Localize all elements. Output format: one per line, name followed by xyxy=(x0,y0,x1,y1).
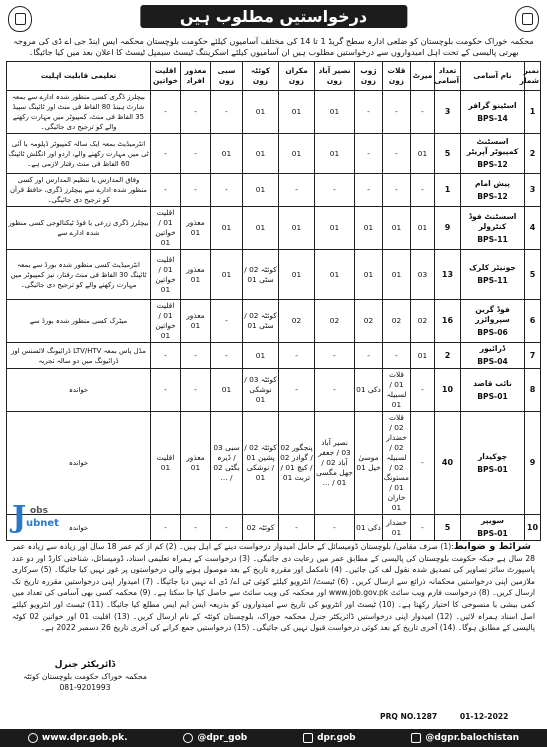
post-name: فوڈ گرین سپروائزر xyxy=(475,304,510,324)
watermark-text-1: obs xyxy=(30,506,48,516)
col-total: تعداد آسامی xyxy=(435,62,461,91)
cell-makran: - xyxy=(279,369,315,412)
cell-disabled: - xyxy=(181,91,211,134)
cell-post xyxy=(461,300,525,343)
prq-number: PRQ NO.1287 xyxy=(380,712,438,721)
instagram-icon xyxy=(303,733,313,743)
cell-kalat: - xyxy=(383,174,411,207)
cell-makran: - xyxy=(279,515,315,541)
col-disabled: معذور افراد xyxy=(181,62,211,91)
post-name: اسسٹنٹ فوڈ کنٹرولر xyxy=(468,211,517,231)
signature-block xyxy=(10,660,160,693)
cell-total: 16 xyxy=(435,300,461,343)
cell-disabled: معذور 01 xyxy=(181,300,211,343)
post-bps: BPS-01 xyxy=(477,464,508,474)
cell-quetta: کوئٹہ 02 / سٹی 01 xyxy=(243,300,279,343)
post-name: جونیئر کلرک xyxy=(469,263,516,272)
terms-and-conditions xyxy=(6,541,541,663)
globe-icon xyxy=(28,733,38,743)
cell-sibi: - xyxy=(211,91,243,134)
cell-sibi: 01 xyxy=(211,207,243,250)
cell-qualification: بیچلرز ڈگری زرعی یا فوڈ ٹیکنالوجی کسی منظور شدہ ادارے سے xyxy=(7,207,151,250)
cell-makran: 01 xyxy=(279,250,315,300)
cell-post xyxy=(461,250,525,300)
cell-disabled: - xyxy=(181,515,211,541)
cell-merit: - xyxy=(411,412,435,515)
cell-no: 5 xyxy=(525,250,541,300)
director-general-title: ڈائریکٹر جنرل xyxy=(54,660,116,670)
post-name: اسٹینو گرافر xyxy=(468,100,517,110)
cell-zhob: 01 xyxy=(355,250,383,300)
col-qualification: تعلیمی قابلیت اہلیت xyxy=(7,62,151,91)
cell-zhob: - xyxy=(355,174,383,207)
cell-makran: 01 xyxy=(279,134,315,174)
cell-makran: 01 xyxy=(279,91,315,134)
cell-minority: - xyxy=(151,91,181,134)
cell-merit: - xyxy=(411,369,435,412)
post-name: ڈرائیور xyxy=(479,344,506,353)
watermark-text-2: ubnet xyxy=(26,518,59,529)
cell-merit: 01 xyxy=(411,343,435,369)
cell-naseerabad: 02 xyxy=(315,300,355,343)
cell-makran: - xyxy=(279,343,315,369)
post-name: پیش امام xyxy=(474,178,511,188)
cell-zhob: دکی 01 xyxy=(355,515,383,541)
col-makran: مکران زون xyxy=(279,62,315,91)
footer-item-facebook[interactable] xyxy=(411,733,519,743)
posts-table xyxy=(6,61,541,541)
footer-item-website[interactable] xyxy=(28,733,128,743)
post-name: اسسٹنٹ کمپیوٹر آپریٹر xyxy=(466,137,519,156)
cell-total: 3 xyxy=(435,91,461,134)
cell-naseerabad: نصیر آباد 03 / جعفر آباد 02 / جھل مگسی 01 / ... xyxy=(315,412,355,515)
cell-total: 5 xyxy=(435,515,461,541)
col-zhob: ژوب زون xyxy=(355,62,383,91)
rules-text: :(1) صرف مقامی/ بلوچستان ڈومیسائل کے حامل امیدوار درخواست دینے کے اہل ہیں۔ (2) کم از کم عمر 18 سال اور زیادہ سے زیادہ عمر 28 سال ہے جبکہ حکومت بلوچستان کی پالیسی کے مطابق عمر میں رعایت دی جائیگی۔ (3) درخواست کے ہمراہ تعلیمی اسناد، ڈومیسائل، شناختی کارڈ اور دو عدد پاسپورٹ سائز تصاویر کی تصدیق شدہ نقول لف کی جائیں۔ (4) نامکمل اور مقررہ تاریخ کے بعد موصول ہونے والی درخواستوں پر غور نہیں کیا جائیگا۔ (5) سرکاری ملازمین اپنی درخواستیں محکمانہ ذرائع سے ارسال کریں۔ (6) ٹیسٹ/ انٹرویو کیلئے کوئی ٹی اے/ ڈی اے نہیں دیا جائیگا۔ (7) امیدوار اپنی درخواستیں مقررہ تاریخ تک ارسال کریں۔ (8) درخواست فارم ویب سائٹ www.job.gov.pk اور محکمہ کی ویب سائٹ سے حاصل کیا جا سکتا ہے۔ (9) محکمہ کسی بھی آسامی کی تعداد میں کمی بیشی یا منسوخی کا اختیار رکھتا ہے۔ (10) ٹیسٹ اور انٹرویو کی تاریخ سے امیدواروں کو بذریعہ ایس ایم ایس مطلع کیا جائیگا۔ (11) ٹیسٹ اور انٹرویو کیلئے اصل اسناد ہمراہ لائیں۔ (12) امیدوار اپنی درخواستیں ڈائریکٹر جنرل محکمہ خوراک، بلوچستان کوئٹہ کے نام ارسال کریں۔ (13) اقلیت 01 اور خواتین 02 کوٹہ پالیسی کے مطابق ہوگا۔ (14) آخری تاریخ کے بعد کوئی درخواست قبول نہیں کی جائیگی۔ (15) درخواستیں جمع کرانے کی آخری تاریخ 26 دسمبر 2022 ہے۔ xyxy=(12,542,535,633)
cell-minority: - xyxy=(151,343,181,369)
cell-no: 7 xyxy=(525,343,541,369)
header xyxy=(6,4,541,34)
cell-kalat: قلات 01 / لسبیلہ 01 xyxy=(383,369,411,412)
cell-sibi: - xyxy=(211,300,243,343)
cell-zhob: 01 xyxy=(355,207,383,250)
cell-post xyxy=(461,134,525,174)
cell-merit: - xyxy=(411,515,435,541)
cell-no: 4 xyxy=(525,207,541,250)
table-row xyxy=(7,412,541,515)
cell-qualification: انٹرمیڈیٹ بمعہ ایک سالہ کمپیوٹر ڈپلومہ یا آئی ٹی میں مہارت رکھنے والے، اردو اور انگلش ٹائپنگ 60 الفاظ فی منٹ رفتار لازمی ہے۔ xyxy=(7,134,151,174)
watermark-j: J xyxy=(12,500,27,535)
cell-makran: پنجگور 02 / گوادر 02 / کیچ 01 / تربت 01 xyxy=(279,412,315,515)
cell-makran: 02 xyxy=(279,300,315,343)
col-post: نام آسامی xyxy=(461,62,525,91)
table-row xyxy=(7,250,541,300)
cell-qualification: خواندہ xyxy=(7,412,151,515)
intro-paragraph: محکمہ خوراک حکومت بلوچستان کو ضلعی ادارہ سطح گریڈ 1 تا 14 کی مختلف آسامیوں کیلئے حکومت بلوچستان محکمہ ایس اینڈ جی اے ڈی کی مروجہ بھرتی پالیسی کے تحت اہل امیدواروں سے درخواستیں مطلوب ہیں ان آسامیوں کیلئے اسکریننگ ٹیسٹ سیمپل ٹیسٹ کا اعلان بعد میں کیا جائیگا۔ xyxy=(13,36,534,57)
table-header-row xyxy=(7,62,541,91)
cell-qualification: بیچلرز ڈگری کسی منظور شدہ ادارے سے بمعہ شارٹ ہینڈ 80 الفاظ فی منٹ اور ٹائپنگ سپیڈ 35 الفاظ فی منٹ، کمپیوٹر میں مہارت رکھنے والے کو ترجیح دی جائیگی۔ xyxy=(7,91,151,134)
cell-qualification: خواندہ xyxy=(7,515,151,541)
post-name: سویپر xyxy=(481,516,504,525)
cell-post xyxy=(461,369,525,412)
table-row xyxy=(7,91,541,134)
cell-qualification: انٹرمیڈیٹ کسی منظور شدہ بورڈ سے بمعہ ٹائپنگ 30 الفاظ فی منٹ رفتار، نیز کمپیوٹر میں مہارت رکھنے والے کو ترجیح دی جائیگی۔ xyxy=(7,250,151,300)
cell-quetta: 01 xyxy=(243,91,279,134)
cell-kalat: 01 xyxy=(383,250,411,300)
cell-qualification: وفاق المدارس یا تنظیم المدارس اور کسی منظور شدہ ادارے سے بیچلرز ڈگری، حافظ قرآن کو ترجیح دی جائیگی۔ xyxy=(7,174,151,207)
department-name: محکمہ خوراک حکومت بلوچستان کوئٹہ xyxy=(23,672,147,681)
cell-minority: - xyxy=(151,134,181,174)
cell-total: 10 xyxy=(435,369,461,412)
cell-disabled: - xyxy=(181,369,211,412)
cell-disabled: معذور 01 xyxy=(181,412,211,515)
cell-no: 9 xyxy=(525,412,541,515)
post-bps: BPS-12 xyxy=(477,191,508,201)
cell-total: 2 xyxy=(435,343,461,369)
cell-total: 40 xyxy=(435,412,461,515)
cell-minority: اقلیت 01 / خواتین 01 xyxy=(151,300,181,343)
cell-quetta: کوئٹہ 03 / نوشکی 01 xyxy=(243,369,279,412)
cell-merit: - xyxy=(411,91,435,134)
cell-no: 6 xyxy=(525,300,541,343)
cell-minority: اقلیت 01 / خواتین 01 xyxy=(151,207,181,250)
prq-line xyxy=(380,712,508,721)
cell-naseerabad: 01 xyxy=(315,134,355,174)
col-naseerabad: نصیر آباد زون xyxy=(315,62,355,91)
balochistan-emblem-icon xyxy=(515,6,539,32)
cell-disabled: - xyxy=(181,174,211,207)
cell-zhob: - xyxy=(355,134,383,174)
table-row xyxy=(7,174,541,207)
cell-sibi: - xyxy=(211,343,243,369)
table-row xyxy=(7,343,541,369)
cell-merit: - xyxy=(411,174,435,207)
cell-qualification: خواندہ xyxy=(7,369,151,412)
rules-title: شرائط و ضوابط xyxy=(453,541,531,552)
footer-website-text: www.dpr.gob.pk. xyxy=(41,733,128,743)
col-sibi: سبی زون xyxy=(211,62,243,91)
cell-naseerabad: - xyxy=(315,174,355,207)
cell-sibi: سبی 03 / ڈیرہ بگٹی 02 / ... xyxy=(211,412,243,515)
footer-facebook-text: @dgpr.balochistan xyxy=(425,733,520,743)
cell-merit: 03 xyxy=(411,250,435,300)
post-bps: BPS-01 xyxy=(477,391,508,401)
cell-no: 2 xyxy=(525,134,541,174)
cell-post xyxy=(461,207,525,250)
twitter-icon xyxy=(183,733,193,743)
footer-item-twitter[interactable] xyxy=(183,733,247,743)
cell-naseerabad: - xyxy=(315,369,355,412)
footer-bar xyxy=(0,729,547,747)
post-bps: BPS-12 xyxy=(477,160,508,169)
cell-post xyxy=(461,174,525,207)
cell-zhob: - xyxy=(355,91,383,134)
cell-post xyxy=(461,91,525,134)
post-bps: BPS-01 xyxy=(477,529,508,538)
post-bps: BPS-14 xyxy=(477,113,508,123)
cell-kalat: 02 xyxy=(383,300,411,343)
footer-instagram-text: dpr.gob xyxy=(317,733,356,743)
col-kalat: قلات زون xyxy=(383,62,411,91)
cell-sibi: - xyxy=(211,174,243,207)
cell-kalat: قلات 02 / خضدار 02 / لسبیلہ 02 / مستونگ 01 / خاران 01 xyxy=(383,412,411,515)
post-bps: BPS-06 xyxy=(477,327,508,337)
facebook-icon xyxy=(411,733,421,743)
cell-zhob: 02 xyxy=(355,300,383,343)
footer-twitter-text: @dpr_gob xyxy=(197,733,248,743)
cell-zhob: موسیٰ خیل 01 xyxy=(355,412,383,515)
cell-sibi: 01 xyxy=(211,134,243,174)
col-merit: میرٹ xyxy=(411,62,435,91)
col-minority: اقلیت خواتین xyxy=(151,62,181,91)
post-name: چوکیدار xyxy=(477,451,508,461)
cell-minority: اقلیت 01 / خواتین 01 xyxy=(151,250,181,300)
cell-total: 1 xyxy=(435,174,461,207)
col-quetta: کوئٹہ زون xyxy=(243,62,279,91)
cell-naseerabad: - xyxy=(315,343,355,369)
cell-makran: - xyxy=(279,174,315,207)
prq-date: 01-12-2022 xyxy=(459,712,509,721)
cell-minority: - xyxy=(151,369,181,412)
cell-quetta: کوئٹہ 02 xyxy=(243,515,279,541)
cell-disabled: معذور 01 xyxy=(181,207,211,250)
post-name: نائب قاصد xyxy=(473,378,512,388)
cell-disabled: - xyxy=(181,343,211,369)
cell-disabled: - xyxy=(181,134,211,174)
cell-no: 8 xyxy=(525,369,541,412)
cell-post xyxy=(461,343,525,369)
table-row xyxy=(7,207,541,250)
cell-qualification: مڈل پاس بمعہ LTV/HTV ڈرائیونگ لائسنس اور ڈرائیونگ میں دو سالہ تجربہ xyxy=(7,343,151,369)
cell-kalat: - xyxy=(383,91,411,134)
cell-post xyxy=(461,412,525,515)
cell-naseerabad: 01 xyxy=(315,91,355,134)
cell-kalat: - xyxy=(383,134,411,174)
cell-zhob: دکی 01 xyxy=(355,369,383,412)
cell-sibi: 01 xyxy=(211,250,243,300)
cell-sibi: 01 xyxy=(211,369,243,412)
cell-total: 9 xyxy=(435,207,461,250)
cell-merit: 01 xyxy=(411,134,435,174)
cell-sibi: - xyxy=(211,515,243,541)
cell-no: 10 xyxy=(525,515,541,541)
cell-merit: 02 xyxy=(411,300,435,343)
post-bps: BPS-04 xyxy=(477,357,508,366)
government-emblem-icon xyxy=(8,6,32,32)
cell-merit: 01 xyxy=(411,207,435,250)
table-row xyxy=(7,515,541,541)
cell-quetta: کوئٹہ 02 / سٹی 01 xyxy=(243,250,279,300)
cell-kalat: 01 xyxy=(383,207,411,250)
page-title: درخواستیں مطلوب ہیں xyxy=(140,5,407,28)
cell-naseerabad: - xyxy=(315,515,355,541)
cell-naseerabad: 01 xyxy=(315,250,355,300)
cell-minority: - xyxy=(151,174,181,207)
post-bps: BPS-11 xyxy=(477,234,508,244)
jobs-subnet-watermark xyxy=(12,500,72,536)
table-row xyxy=(7,134,541,174)
cell-no: 1 xyxy=(525,91,541,134)
cell-quetta: 01 xyxy=(243,134,279,174)
cell-total: 5 xyxy=(435,134,461,174)
table-row xyxy=(7,300,541,343)
cell-minority: - xyxy=(151,515,181,541)
cell-quetta: کوئٹہ 02 / پشین 01 / نوشکی 01 xyxy=(243,412,279,515)
cell-zhob: - xyxy=(355,343,383,369)
cell-post xyxy=(461,515,525,541)
cell-disabled: معذور 01 xyxy=(181,250,211,300)
cell-quetta: 01 xyxy=(243,343,279,369)
phone-number: 081-9201993 xyxy=(59,683,111,692)
cell-qualification: میٹرک کسی منظور شدہ بورڈ سے xyxy=(7,300,151,343)
post-bps: BPS-11 xyxy=(477,276,508,285)
cell-total: 13 xyxy=(435,250,461,300)
cell-minority: اقلیت 01 xyxy=(151,412,181,515)
cell-no: 3 xyxy=(525,174,541,207)
cell-quetta: 01 xyxy=(243,207,279,250)
cell-makran: 01 xyxy=(279,207,315,250)
cell-naseerabad: 01 xyxy=(315,207,355,250)
footer-item-instagram[interactable] xyxy=(303,733,356,743)
cell-kalat: خضدار 01 xyxy=(383,515,411,541)
col-no: نمبر شمار xyxy=(525,62,541,91)
cell-quetta: 01 xyxy=(243,174,279,207)
cell-kalat: - xyxy=(383,343,411,369)
table-row xyxy=(7,369,541,412)
